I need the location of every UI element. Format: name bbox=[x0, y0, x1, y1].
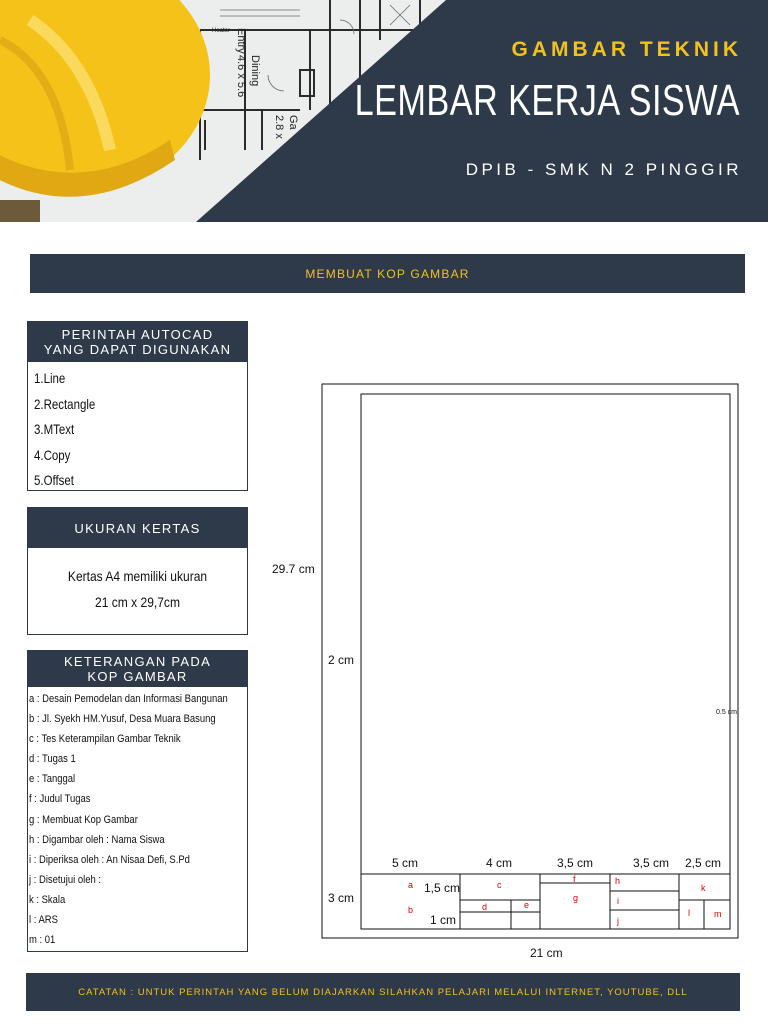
cell-letter-e: e bbox=[524, 900, 530, 910]
legend-heading bbox=[28, 651, 247, 687]
header bbox=[0, 0, 768, 222]
height-label: 29.7 cm bbox=[272, 562, 315, 576]
list-item: k : Skala bbox=[29, 893, 66, 906]
width-label: 21 cm bbox=[530, 946, 563, 960]
cell-letter-d: d bbox=[482, 902, 488, 912]
cell-letter-k: k bbox=[701, 883, 706, 893]
paper-text bbox=[28, 548, 247, 615]
legend-heading-line1: KETERANGAN PADA bbox=[63, 654, 212, 669]
col-width-1: 5 cm bbox=[392, 856, 419, 870]
list-item: 5.Offset bbox=[34, 472, 75, 488]
row-height-2: 1 cm bbox=[430, 913, 457, 927]
legend-list bbox=[28, 687, 247, 950]
list-item: a : Desain Pemodelan dan Informasi Bangunan bbox=[29, 693, 228, 705]
header-title: LEMBAR KERJA SISWA bbox=[354, 76, 740, 125]
list-item: 3.MText bbox=[34, 421, 75, 437]
commands-panel bbox=[27, 321, 248, 491]
commands-heading bbox=[28, 322, 247, 362]
cell-letter-h: h bbox=[615, 876, 621, 886]
col-width-3: 3,5 cm bbox=[557, 856, 594, 870]
section-title: MEMBUAT KOP GAMBAR bbox=[30, 254, 745, 293]
margin-right-label: 0.5 cm bbox=[716, 709, 738, 716]
list-item: i : Diperiksa oleh : An Nisaa Defi, S.Pd bbox=[29, 853, 190, 866]
col-width-4: 3,5 cm bbox=[633, 856, 670, 870]
blueprint-entry-label: Entry bbox=[235, 28, 247, 54]
cell-letter-l: l bbox=[688, 908, 690, 918]
header-school: DPIB - SMK N 2 PINGGIR bbox=[465, 160, 742, 179]
list-item: c : Tes Keterampilan Gambar Teknik bbox=[29, 733, 181, 746]
blueprint-dining-size: 4.6 x 5.6 bbox=[235, 55, 247, 98]
header-subtitle: GAMBAR TEKNIK bbox=[511, 38, 742, 61]
cell-letter-f: f bbox=[573, 874, 576, 884]
list-item: 2.Rectangle bbox=[34, 395, 96, 412]
cell-letter-m: m bbox=[714, 909, 722, 919]
blueprint-garage-label: Ga bbox=[287, 115, 299, 130]
list-item: b : Jl. Syekh HM.Yusuf, Desa Muara Basung bbox=[29, 713, 216, 726]
list-item: f : Judul Tugas bbox=[29, 793, 91, 806]
row-height-1: 1,5 cm bbox=[424, 881, 461, 895]
paper-line1: Kertas A4 memiliki ukuran bbox=[67, 568, 208, 584]
list-item: m : 01 bbox=[29, 934, 56, 947]
legend-panel bbox=[27, 650, 248, 952]
legend-heading-line2: KOP GAMBAR bbox=[87, 669, 188, 684]
paper-panel bbox=[27, 507, 248, 635]
drawing-frame bbox=[361, 394, 730, 929]
list-item: g : Membuat Kop Gambar bbox=[29, 813, 138, 826]
commands-list bbox=[28, 362, 247, 494]
cell-letter-g: g bbox=[573, 893, 579, 903]
list-item: d : Tugas 1 bbox=[29, 753, 76, 766]
list-item: 4.Copy bbox=[34, 446, 71, 463]
margin-left-label: 2 cm bbox=[328, 653, 355, 667]
list-item: 1.Line bbox=[34, 370, 66, 386]
list-item: j : Disetujui oleh : bbox=[29, 873, 102, 886]
footer-note: CATATAN : UNTUK PERINTAH YANG BELUM DIAJARKAN SILAHKAN PELAJARI MELALUI INTERNET, YOUTUBE, DLL bbox=[26, 973, 740, 1011]
blueprint-garage-size: 2.8 x bbox=[273, 115, 285, 139]
kop-height-label: 3 cm bbox=[328, 891, 355, 905]
paper-line2: 21 cm x 29,7cm bbox=[94, 594, 180, 610]
list-item: h : Digambar oleh : Nama Siswa bbox=[29, 833, 165, 846]
cell-letter-b: b bbox=[408, 905, 414, 915]
blueprint-dining-label: Dining bbox=[249, 55, 261, 87]
commands-heading-line2: YANG DAPAT DIGUNAKAN bbox=[43, 342, 232, 357]
cell-letter-j: j bbox=[617, 916, 619, 926]
cell-letter-c: c bbox=[497, 880, 502, 890]
commands-heading-line1: PERINTAH AUTOCAD bbox=[61, 327, 214, 342]
paper-border bbox=[322, 384, 738, 938]
cell-letter-i: i bbox=[617, 896, 619, 906]
list-item: l : ARS bbox=[29, 914, 58, 927]
cell-letter-a: a bbox=[408, 880, 414, 890]
col-width-2: 4 cm bbox=[486, 856, 513, 870]
blueprint-heater-label: Heater bbox=[212, 28, 231, 34]
col-width-5: 2,5 cm bbox=[685, 856, 722, 870]
list-item: e : Tanggal bbox=[29, 773, 76, 786]
paper-heading: UKURAN KERTAS bbox=[28, 508, 247, 548]
